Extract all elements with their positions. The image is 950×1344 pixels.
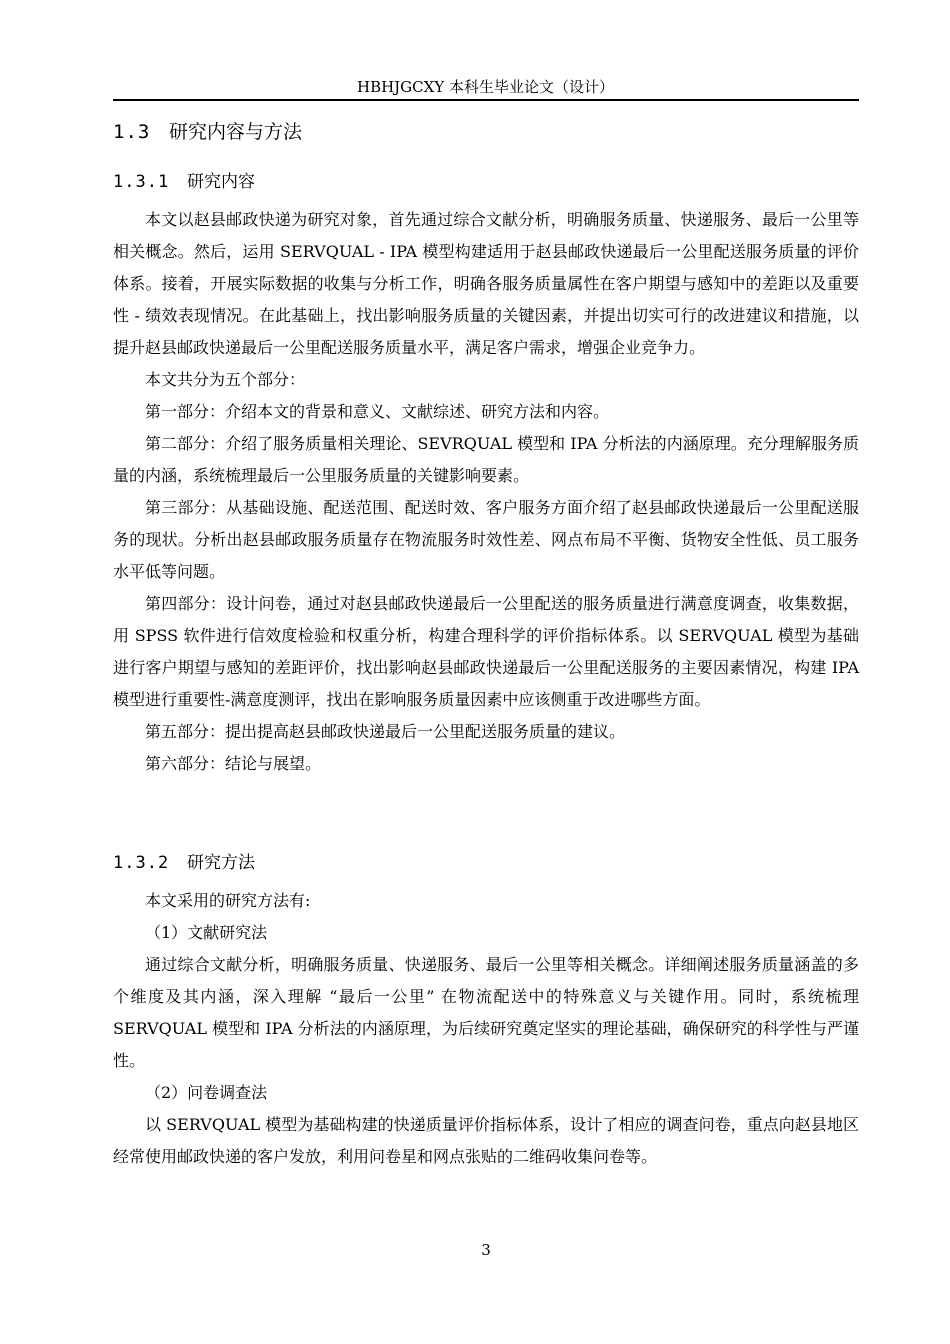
paragraph-part-six: 第六部分：结论与展望。	[145, 754, 322, 773]
page-header: HBHJGCXY 本科生毕业论文（设计）	[356, 78, 614, 96]
subsection-heading-method	[113, 850, 255, 876]
paragraph-survey-method: 以 SERVQUAL 模型为基础构建的快递质量评价指标体系，设计了相应的调查问卷，重点向赵县地区经常使用邮政快递的客户发放，利用问卷星和网点张贴的二维码收集问卷等。	[113, 1115, 859, 1166]
paragraph-part-one: 第一部分：介绍本文的背景和意义、文献综述、研究方法和内容。	[145, 402, 610, 421]
header-rule	[113, 99, 859, 101]
paragraph-overview: 本文以赵县邮政快递为研究对象，首先通过综合文献分析，明确服务质量、快递服务、最后一公里等相关概念。然后，运用 SERVQUAL - IPA 模型构建适用于赵县邮政快递最后一公里配送服务质量的评价体系。接着，开展实际数据的收集与分析工作，明确各服务质量属性在客户期望与感知中的差距以及重要性 - 绩效表现情况。在此基础上，找出影响服务质量的关键因素，并提出切实可行的改进建议和措施，以提升赵县邮政快递最后一公里配送服务质量水平，满足客户需求，增强企业竞争力。	[113, 210, 859, 357]
research-method-body	[113, 885, 859, 1173]
method-heading-literature: （1）文献研究法	[145, 923, 268, 942]
section-heading	[113, 118, 302, 146]
paragraph-methods-intro: 本文采用的研究方法有:	[145, 891, 311, 910]
paragraph-part-five: 第五部分：提出提高赵县邮政快递最后一公里配送服务质量的建议。	[145, 722, 626, 741]
paragraph-part-three: 第三部分：从基础设施、配送范围、配送时效、客户服务方面介绍了赵县邮政快递最后一公里配送服务的现状。分析出赵县邮政服务质量存在物流服务时效性差、网点布局不平衡、货物安全性低、员工服务水平低等问题。	[113, 498, 859, 581]
subsection-number: 1.3.1	[113, 172, 170, 192]
subsection-title: 研究内容	[187, 172, 255, 192]
paragraph-part-four: 第四部分：设计问卷，通过对赵县邮政快递最后一公里配送的服务质量进行满意度调查，收集数据，用 SPSS 软件进行信效度检验和权重分析，构建合理科学的评价指标体系。以 SERVQUAL 模型为基础进行客户期望与感知的差距评价，找出影响赵县邮政快递最后一公里配送服务的主要因素情况，构建 IPA 模型进行重要性-满意度测评，找出在影响服务质量因素中应该侧重于改进哪些方面。	[113, 594, 859, 709]
paragraph-literature-method: 通过综合文献分析，明确服务质量、快递服务、最后一公里等相关概念。详细阐述服务质量涵盖的多个维度及其内涵，深入理解 “最后一公里” 在物流配送中的特殊意义与关键作用。同时，系统梳理 SERVQUAL 模型和 IPA 分析法的内涵原理，为后续研究奠定坚实的理论基础，确保研究的科学性与严谨性。	[113, 955, 859, 1070]
page-number: 3	[481, 1241, 491, 1259]
section-title: 研究内容与方法	[169, 121, 303, 143]
section-number: 1.3	[113, 121, 151, 143]
subsection-title: 研究方法	[187, 853, 255, 873]
paragraph-structure-intro: 本文共分为五个部分：	[145, 370, 306, 389]
subsection-number: 1.3.2	[113, 853, 170, 873]
subsection-heading-content	[113, 169, 255, 195]
paragraph-part-two: 第二部分：介绍了服务质量相关理论、SEVRQUAL 模型和 IPA 分析法的内涵原理。充分理解服务质量的内涵，系统梳理最后一公里服务质量的关键影响要素。	[113, 434, 859, 485]
method-heading-survey: （2）问卷调查法	[145, 1083, 268, 1102]
research-content-body	[113, 204, 859, 780]
